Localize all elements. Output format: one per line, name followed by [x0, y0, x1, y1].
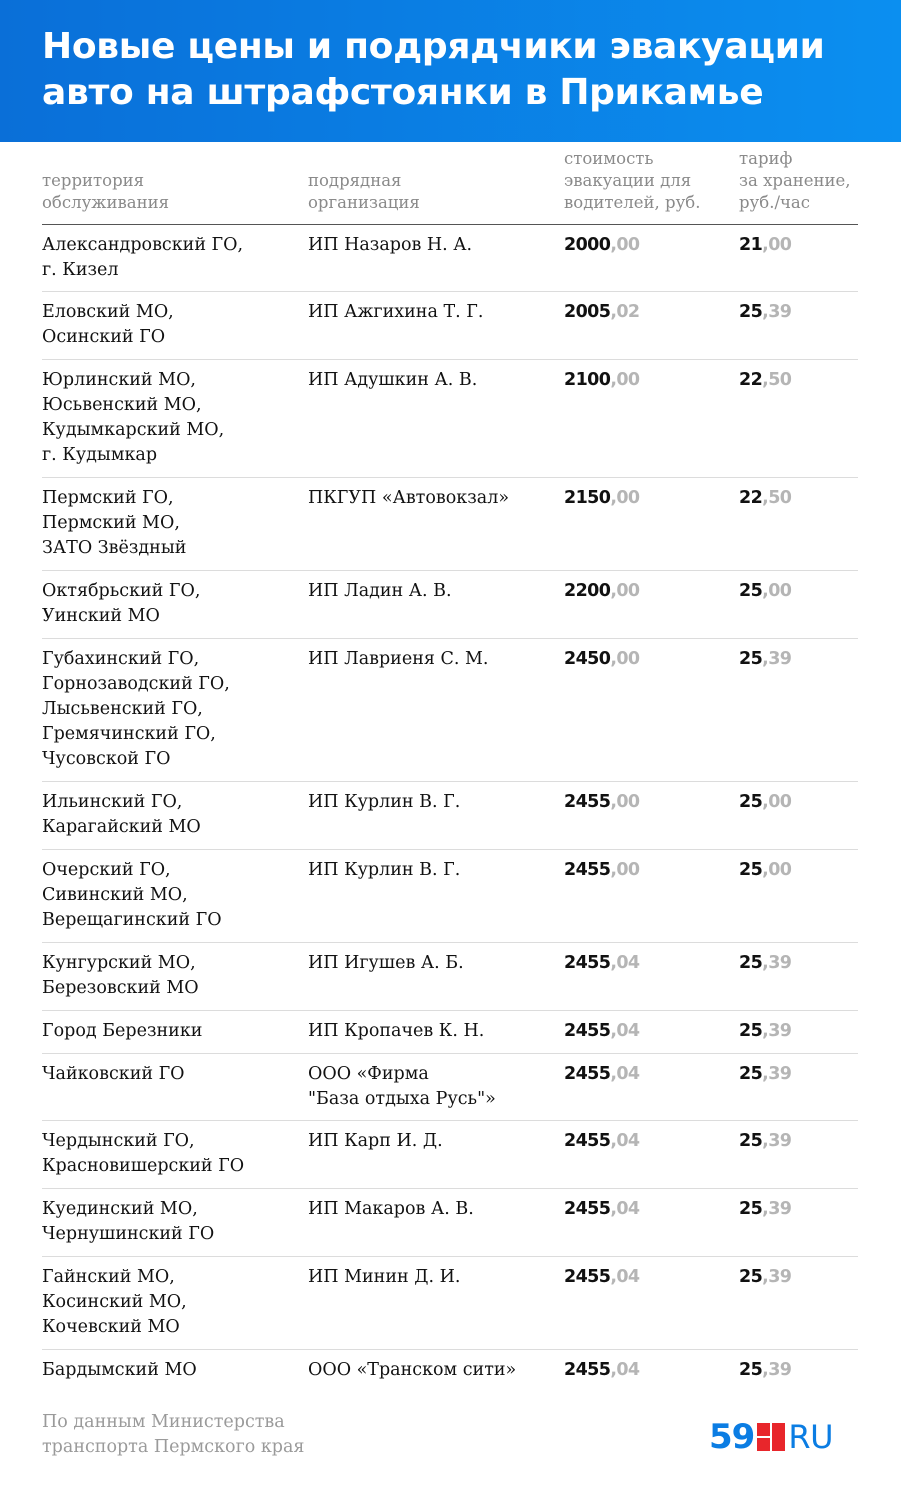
cost-integer: 2150	[564, 488, 611, 508]
cost-cell	[564, 486, 734, 511]
table-header	[42, 148, 858, 225]
cost-decimal: ,04	[610, 1021, 640, 1041]
territory-cell: Куединский МО, Чернушинский ГО	[42, 1199, 215, 1244]
cost-integer: 2005	[564, 302, 611, 322]
site-logo[interactable]	[709, 1418, 833, 1456]
tariff-decimal: ,50	[762, 370, 792, 390]
tariff-integer: 25	[739, 649, 763, 669]
tariff-integer: 21	[739, 235, 763, 255]
cost-integer: 2000	[564, 235, 611, 255]
table-row	[42, 782, 858, 850]
tariff-integer: 25	[739, 1131, 763, 1151]
cost-decimal: ,00	[610, 488, 640, 508]
tariff-cell	[739, 486, 861, 511]
tariff-decimal: ,00	[762, 581, 792, 601]
territory-cell: Ильинский ГО, Карагайский МО	[42, 792, 201, 837]
cost-integer: 2450	[564, 649, 611, 669]
cost-cell	[564, 858, 734, 883]
cost-decimal: ,00	[610, 860, 640, 880]
cost-decimal: ,04	[610, 1267, 640, 1287]
contractor-cell: ИП Игушев А. Б.	[308, 953, 464, 973]
cost-integer: 2455	[564, 792, 611, 812]
cost-cell	[564, 1358, 734, 1383]
cost-cell	[564, 647, 734, 672]
territory-cell: Александровский ГО, г. Кизел	[42, 235, 244, 280]
table-row	[42, 1350, 858, 1393]
territory-cell: Гайнский МО, Косинский МО, Кочевский МО	[42, 1267, 187, 1337]
cost-integer: 2455	[564, 1267, 611, 1287]
cost-cell	[564, 1265, 734, 1290]
cost-decimal: ,04	[610, 1131, 640, 1151]
cost-cell	[564, 233, 734, 258]
table-row	[42, 1011, 858, 1054]
tariff-decimal: ,39	[762, 649, 792, 669]
territory-cell: Очерский ГО, Сивинский МО, Верещагинский ГО	[42, 860, 222, 930]
column-header-tariff: тариф за хранение, руб./час	[739, 149, 851, 212]
cost-integer: 2455	[564, 1064, 611, 1084]
cost-cell	[564, 368, 734, 393]
territory-cell: Губахинский ГО, Горнозаводский ГО, Лысьвенский ГО, Гремячинский ГО, Чусовской ГО	[42, 649, 230, 769]
tariff-integer: 25	[739, 1064, 763, 1084]
column-header-contractor: подрядная организация	[308, 171, 420, 212]
cost-decimal: ,00	[610, 370, 640, 390]
territory-cell: Город Березники	[42, 1021, 203, 1041]
table-row	[42, 1189, 858, 1257]
table-row	[42, 1054, 858, 1121]
table-row	[42, 225, 858, 292]
tariff-decimal: ,50	[762, 488, 792, 508]
tariff-cell	[739, 1062, 861, 1087]
cost-integer: 2455	[564, 1131, 611, 1151]
tariff-cell	[739, 1358, 861, 1383]
table-row	[42, 571, 858, 639]
tariff-cell	[739, 951, 861, 976]
territory-cell: Юрлинский МО, Юсьвенский МО, Кудымкарский МО, г. Кудымкар	[42, 370, 225, 465]
table-row	[42, 360, 858, 478]
tariff-cell	[739, 1265, 861, 1290]
tariff-cell	[739, 1019, 861, 1044]
tariff-integer: 25	[739, 1267, 763, 1287]
page-title: Новые цены и подрядчики эвакуации авто на штрафстоянки в Прикамье	[42, 26, 825, 113]
contractor-cell: ИП Курлин В. Г.	[308, 792, 461, 812]
cost-integer: 2455	[564, 953, 611, 973]
tariff-integer: 25	[739, 792, 763, 812]
cost-decimal: ,00	[610, 581, 640, 601]
contractor-cell: ИП Карп И. Д.	[308, 1131, 443, 1151]
tariff-cell	[739, 368, 861, 393]
column-header-cost: стоимость эвакуации для водителей, руб.	[564, 149, 701, 212]
column-header-territory: территория обслуживания	[42, 171, 170, 212]
tariff-cell	[739, 858, 861, 883]
cost-cell	[564, 300, 734, 325]
contractor-cell: ИП Ладин А. В.	[308, 581, 452, 601]
contractor-cell: ИП Назаров Н. А.	[308, 235, 473, 255]
territory-cell: Кунгурский МО, Березовский МО	[42, 953, 199, 998]
table-row	[42, 478, 858, 571]
logo-mark-icon	[757, 1423, 785, 1451]
contractor-cell: ООО «Транском сити»	[308, 1360, 517, 1380]
table-row	[42, 1121, 858, 1189]
tariff-cell	[739, 579, 861, 604]
contractor-cell: ИП Лавриеня С. М.	[308, 649, 489, 669]
logo-number: 59	[709, 1417, 755, 1457]
cost-decimal: ,00	[610, 235, 640, 255]
tariff-decimal: ,00	[762, 235, 792, 255]
territory-cell: Чердынский ГО, Красновишерский ГО	[42, 1131, 245, 1176]
territory-cell: Октябрьский ГО, Уинский МО	[42, 581, 201, 626]
tariff-decimal: ,39	[762, 302, 792, 322]
table-row	[42, 639, 858, 782]
cost-integer: 2455	[564, 1199, 611, 1219]
cost-integer: 2200	[564, 581, 611, 601]
tariff-integer: 25	[739, 581, 763, 601]
contractor-cell: ИП Макаров А. В.	[308, 1199, 474, 1219]
cost-cell	[564, 790, 734, 815]
tariff-cell	[739, 300, 861, 325]
tariff-integer: 25	[739, 1199, 763, 1219]
tariff-decimal: ,00	[762, 860, 792, 880]
tariff-decimal: ,39	[762, 1064, 792, 1084]
table-row	[42, 850, 858, 943]
cost-cell	[564, 1019, 734, 1044]
cost-integer: 2455	[564, 1021, 611, 1041]
tariff-integer: 22	[739, 370, 763, 390]
tariff-integer: 25	[739, 1021, 763, 1041]
tariff-decimal: ,00	[762, 792, 792, 812]
cost-integer: 2100	[564, 370, 611, 390]
cost-cell	[564, 1197, 734, 1222]
table-row	[42, 292, 858, 360]
territory-cell: Бардымский МО	[42, 1360, 197, 1380]
header-banner	[0, 0, 901, 142]
tariff-integer: 25	[739, 860, 763, 880]
cost-decimal: ,04	[610, 1064, 640, 1084]
tariff-decimal: ,39	[762, 1021, 792, 1041]
tariff-integer: 22	[739, 488, 763, 508]
logo-suffix: RU	[788, 1418, 833, 1456]
source-note: По данным Министерства транспорта Пермского края	[42, 1412, 305, 1457]
cost-decimal: ,04	[610, 1199, 640, 1219]
cost-decimal: ,04	[610, 953, 640, 973]
cost-integer: 2455	[564, 860, 611, 880]
tariff-decimal: ,39	[762, 1199, 792, 1219]
tariff-integer: 25	[739, 1360, 763, 1380]
cost-integer: 2455	[564, 1360, 611, 1380]
tariff-integer: 25	[739, 302, 763, 322]
tariff-decimal: ,39	[762, 1360, 792, 1380]
tariff-cell	[739, 1197, 861, 1222]
contractor-cell: ООО «Фирма "База отдыха Русь"»	[308, 1064, 496, 1109]
table-row	[42, 1257, 858, 1350]
contractor-cell: ИП Кропачев К. Н.	[308, 1021, 485, 1041]
prices-table	[42, 148, 858, 1393]
cost-cell	[564, 1062, 734, 1087]
tariff-integer: 25	[739, 953, 763, 973]
territory-cell: Пермский ГО, Пермский МО, ЗАТО Звёздный	[42, 488, 187, 558]
cost-decimal: ,02	[610, 302, 640, 322]
cost-cell	[564, 579, 734, 604]
cost-cell	[564, 1129, 734, 1154]
cost-decimal: ,00	[610, 792, 640, 812]
contractor-cell: ИП Ажгихина Т. Г.	[308, 302, 484, 322]
tariff-cell	[739, 233, 861, 258]
contractor-cell: ПКГУП «Автовокзал»	[308, 488, 510, 508]
tariff-cell	[739, 790, 861, 815]
tariff-decimal: ,39	[762, 1267, 792, 1287]
tariff-cell	[739, 1129, 861, 1154]
tariff-decimal: ,39	[762, 1131, 792, 1151]
contractor-cell: ИП Адушкин А. В.	[308, 370, 478, 390]
territory-cell: Чайковский ГО	[42, 1064, 185, 1084]
tariff-decimal: ,39	[762, 953, 792, 973]
contractor-cell: ИП Минин Д. И.	[308, 1267, 461, 1287]
table-row	[42, 943, 858, 1011]
contractor-cell: ИП Курлин В. Г.	[308, 860, 461, 880]
tariff-cell	[739, 647, 861, 672]
cost-decimal: ,04	[610, 1360, 640, 1380]
cost-decimal: ,00	[610, 649, 640, 669]
cost-cell	[564, 951, 734, 976]
territory-cell: Еловский МО, Осинский ГО	[42, 302, 174, 347]
